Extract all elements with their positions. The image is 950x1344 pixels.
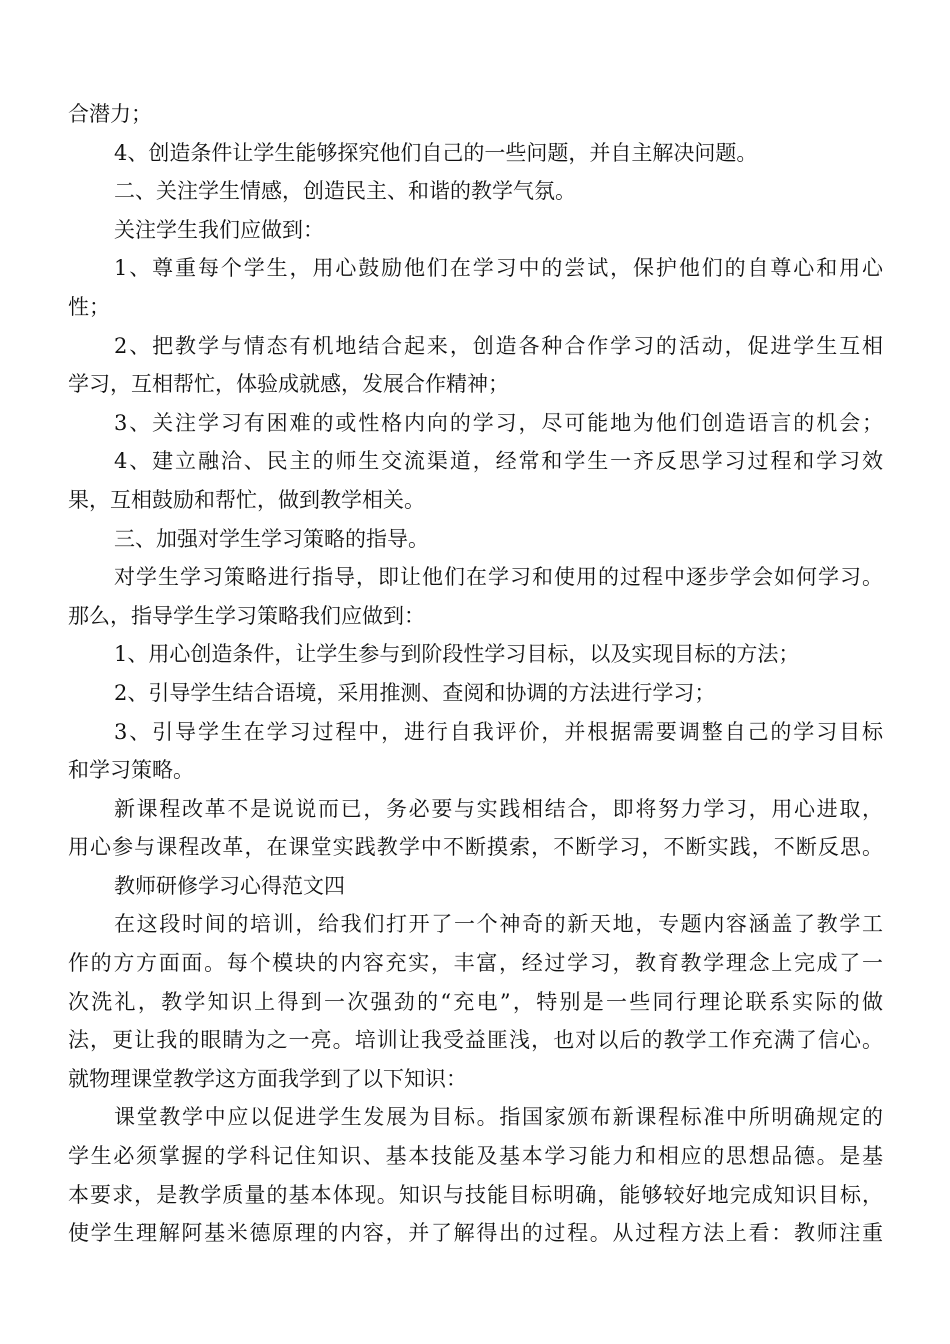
- section-heading: 二、关注学生情感，创造民主、和谐的教学气氛。: [114, 179, 576, 204]
- text-line: 3、关注学习有困难的或性格内向的学习，尽可能地为他们创造语言的机会；: [114, 410, 883, 435]
- text-line: 和学习策略。: [68, 758, 194, 783]
- text-line: 用心参与课程改革，在课堂实践教学中不断摸索，不断学习，不断实践，不断反思。: [68, 835, 883, 860]
- text-line: 3、引导学生在学习过程中，进行自我评价，并根据需要调整自己的学习目标: [114, 719, 883, 744]
- text-line: 学习，互相帮忙，体验成就感，发展合作精神；: [68, 372, 509, 397]
- text-line: 本要求，是教学质量的基本体现。知识与技能目标明确，能够较好地完成知识目标，: [68, 1182, 883, 1207]
- text-line: 就物理课堂教学这方面我学到了以下知识：: [68, 1066, 467, 1091]
- text-line: 2、引导学生结合语境，采用推测、查阅和协调的方法进行学习；: [114, 680, 716, 705]
- section-title: 教师研修学习心得范文四: [114, 873, 345, 898]
- section-heading: 三、加强对学生学习策略的指导。: [114, 526, 429, 551]
- text-line: 那么，指导学生学习策略我们应做到：: [68, 603, 425, 628]
- text-line: 课堂教学中应以促进学生发展为目标。指国家颁布新课程标准中所明确规定的: [114, 1105, 883, 1130]
- text-line: 使学生理解阿基米德原理的内容，并了解得出的过程。从过程方法上看：教师注重: [68, 1221, 883, 1246]
- text-line: 作的方方面面。每个模块的内容充实，丰富，经过学习，教育教学理念上完成了一: [68, 951, 883, 976]
- text-line: 对学生学习策略进行指导，即让他们在学习和使用的过程中逐步学会如何学习。: [114, 565, 883, 590]
- text-line: 在这段时间的培训，给我们打开了一个神奇的新天地，专题内容涵盖了教学工: [114, 912, 883, 937]
- text-line: 关注学生我们应做到：: [114, 217, 324, 242]
- text-line: 4、创造条件让学生能够探究他们自己的一些问题，并自主解决问题。: [114, 140, 758, 165]
- text-line: 性；: [68, 294, 110, 319]
- document-body: [68, 95, 883, 1253]
- text-line: 1、用心创造条件，让学生参与到阶段性学习目标，以及实现目标的方法；: [114, 642, 800, 667]
- text-line: 学生必须掌握的学科记住知识、基本技能及基本学习能力和相应的思想品德。是基: [68, 1144, 883, 1169]
- text-line: 果，互相鼓励和帮忙，做到教学相关。: [68, 487, 425, 512]
- text-line: 次洗礼，教学知识上得到一次强劲的“充电”，特别是一些同行理论联系实际的做: [68, 989, 883, 1014]
- text-line: 2、把教学与情态有机地结合起来，创造各种合作学习的活动，促进学生互相: [114, 333, 883, 358]
- text-line: 合潜力；: [68, 102, 152, 126]
- text-line: 1、尊重每个学生，用心鼓励他们在学习中的尝试，保护他们的自尊心和用心: [114, 256, 883, 281]
- text-line: 新课程改革不是说说而已，务必要与实践相结合，即将努力学习，用心进取，: [114, 796, 883, 821]
- text-line: 法，更让我的眼睛为之一亮。培训让我受益匪浅，也对以后的教学工作充满了信心。: [68, 1028, 883, 1053]
- text-line: 4、建立融洽、民主的师生交流渠道，经常和学生一齐反思学习过程和学习效: [114, 449, 883, 474]
